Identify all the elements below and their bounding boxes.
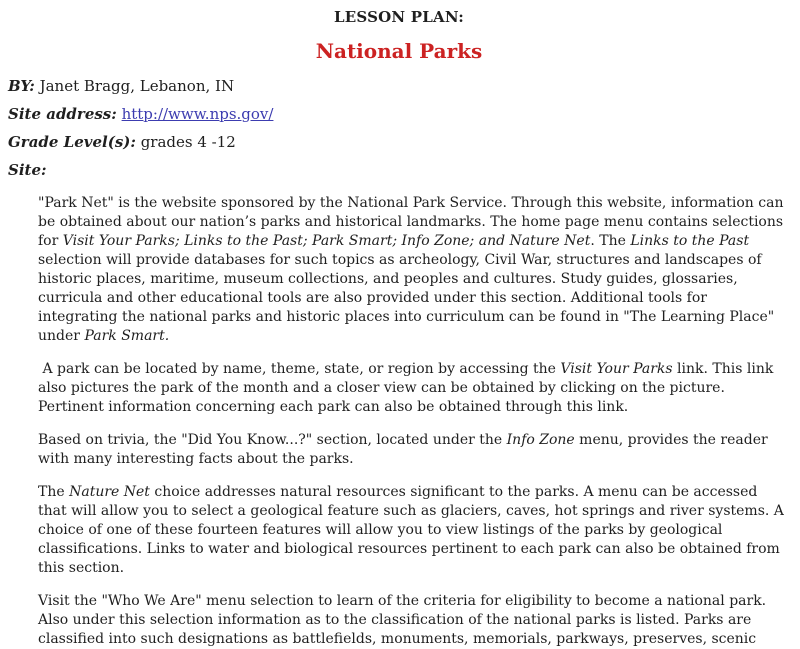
site-address-link[interactable]: http://www.nps.gov/ (121, 105, 274, 123)
site-paragraph: "Park Net" is the website sponsored by the National Park Service. Through this website, information can be obtained about our nation’s parks and historical landmarks. The home page menu contains selections for Visit Your Parks; Links to the Past; Park Smart; Info Zone; and Nature Net. The Links to the Past selection will provide databases for such topics as archeology, Civil War, structures and landscapes of historic places, maritime, museum collections, and peoples and cultures. Study guides, glossaries, curricula and other educational tools are also provided under this section. Additional tools for integrating the national parks and historic places into curriculum can be found in "The Learning Place" under Park Smart. (38, 195, 788, 344)
site-paragraph: The Nature Net choice addresses natural resources significant to the parks. A menu can be accessed that will allow you to select a geological feature such as glaciers, caves, hot springs and river systems. A choice of one of these fourteen features will allow you to view listings of the parks by geological classifications. Links to water and biological resources pertinent to each park can also be obtained from this section. (38, 484, 789, 576)
page-title: National Parks (315, 39, 483, 63)
byline-row (8, 76, 790, 96)
meta-block (8, 76, 790, 180)
site-paragraph: Based on trivia, the "Did You Know...?" section, located under the Info Zone menu, provides the reader with many interesting facts about the parks. (38, 432, 773, 467)
site-paragraph: Visit the "Who We Are" menu selection to learn of the criteria for eligibility to become a national park. Also under this selection information as to the classification of the national parks is listed. Parks are classified into such designations as battlefields, monuments, memorials, parkways, preserves, scenic (38, 593, 771, 647)
site-section-row (8, 160, 790, 180)
byline-label: BY: (8, 77, 35, 95)
site-address-row (8, 104, 790, 124)
site-paragraph: A park can be located by name, theme, state, or region by accessing the Visit Your Parks link. This link also pictures the park of the month and a closer view can be obtained by clicking on the picture. Pertinent information concerning each park can also be obtained through this link. (38, 361, 778, 415)
grade-level-row (8, 132, 790, 152)
site-address-label: Site address: (8, 105, 117, 123)
byline-value: Janet Bragg, Lebanon, IN (34, 77, 235, 95)
lesson-plan-heading: LESSON PLAN: (334, 8, 464, 26)
grade-level-label: Grade Level(s): (8, 133, 136, 151)
site-description (38, 194, 790, 649)
grade-level-value: grades 4 -12 (135, 133, 236, 151)
site-section-label: Site: (8, 161, 47, 179)
